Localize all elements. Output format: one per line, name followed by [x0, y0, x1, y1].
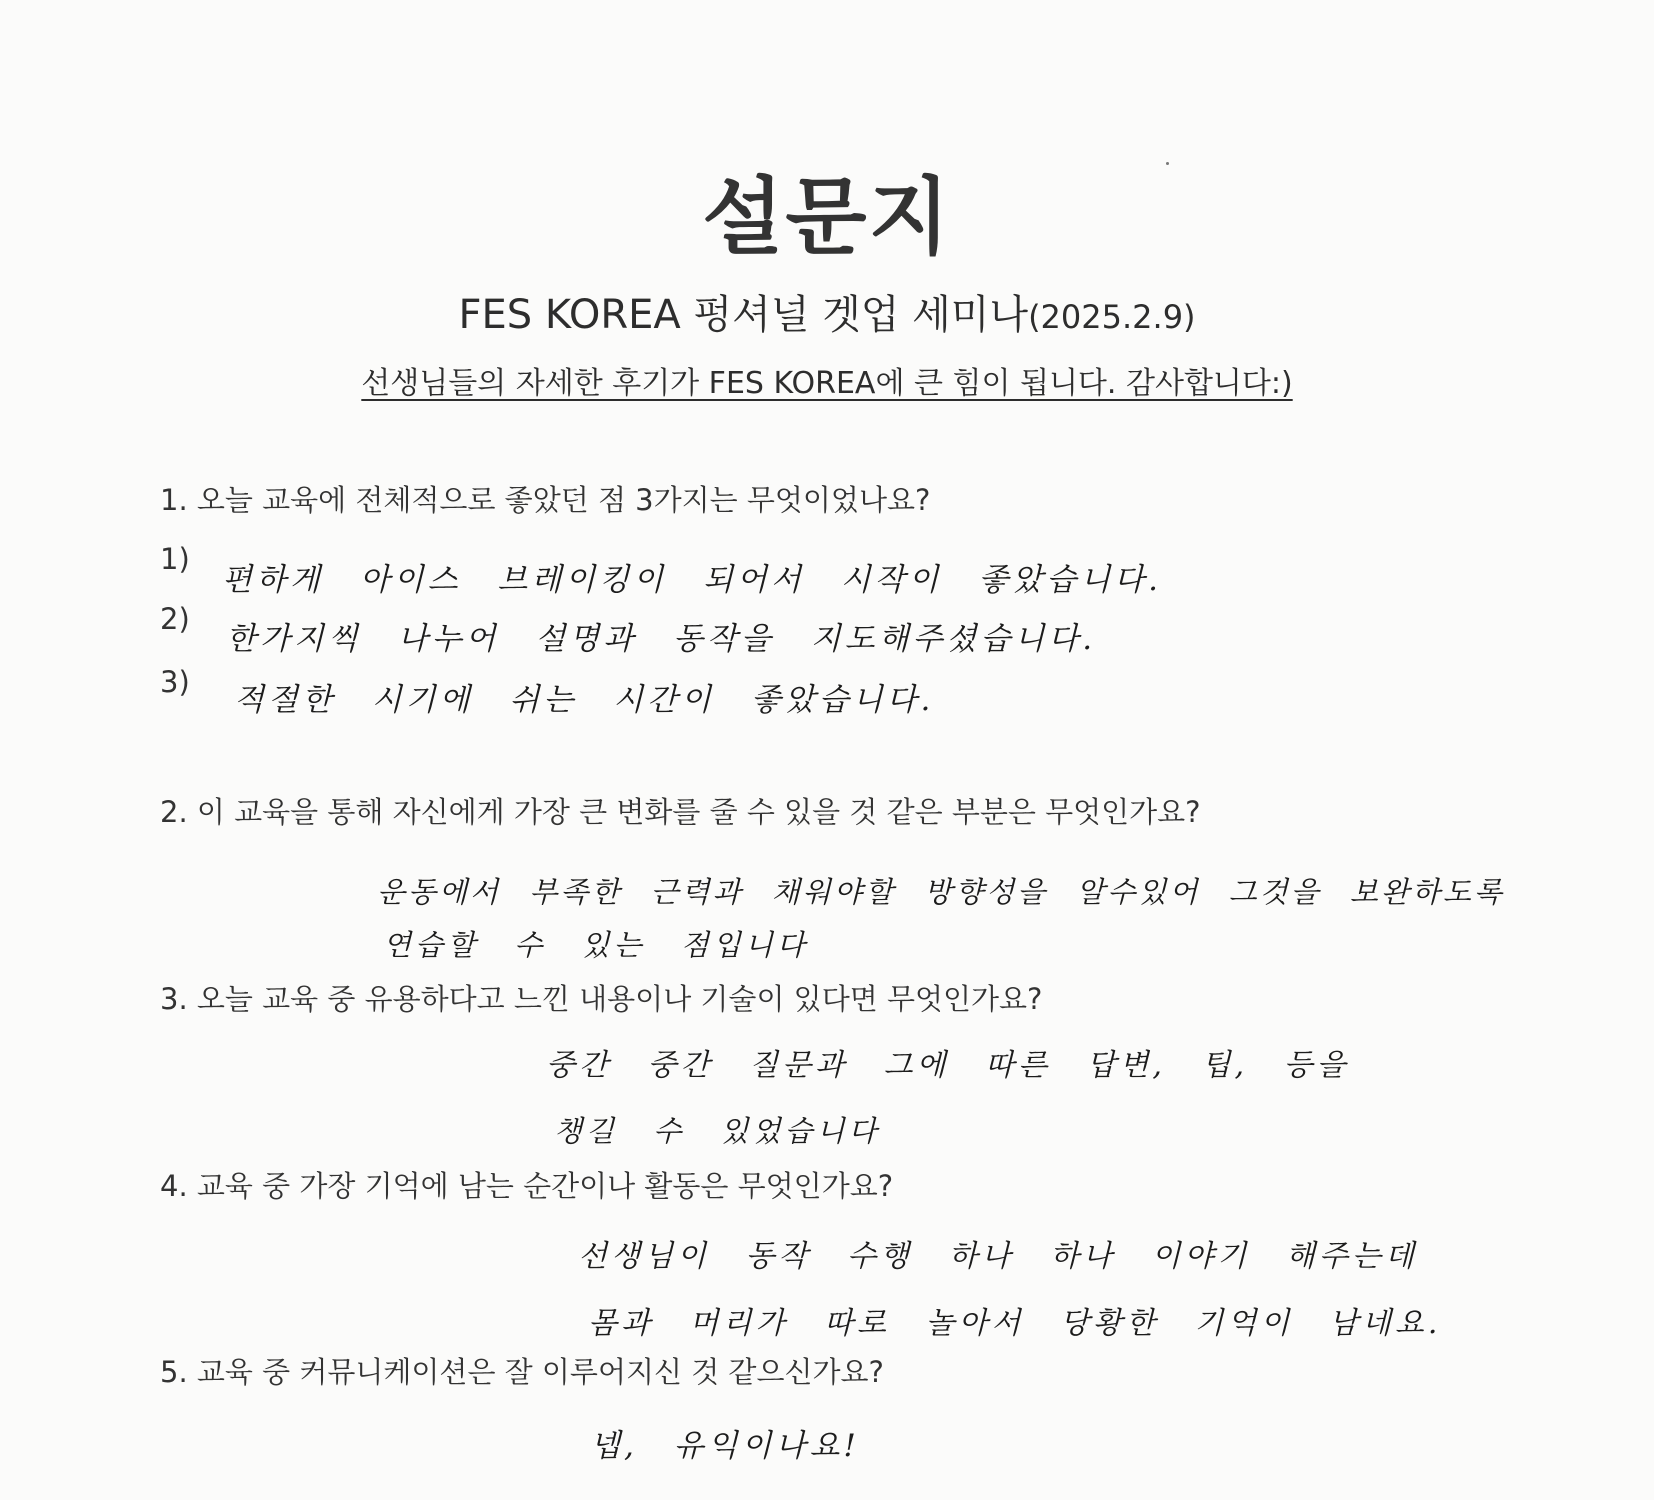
question-5: 5. 교육 중 커뮤니케이션은 잘 이루어지신 것 같으신가요?	[160, 1355, 884, 1389]
seminar-title	[0, 283, 1654, 340]
question-5-answer: 넵, 유익이나요!	[590, 1428, 860, 1464]
answer-2-number: 2)	[160, 602, 190, 636]
question-1: 1. 오늘 교육에 전체적으로 좋았던 점 3가지는 무엇이었나요?	[160, 483, 931, 517]
answer-1-text: 편하게 아이스 브레이킹이 되어서 시작이 좋았습니다.	[222, 562, 1162, 598]
question-2: 2. 이 교육을 통해 자신에게 가장 큰 변화를 줄 수 있을 것 같은 부분은 무엇인가요?	[160, 795, 1201, 829]
answer-2-text: 한가지씩 나누어 설명과 동작을 지도해주셨습니다.	[226, 621, 1097, 657]
question-3-answer-line-1: 중간 중간 질문과 그에 따른 답변, 팁, 등을	[546, 1048, 1350, 1083]
answer-1-number: 1)	[160, 542, 190, 576]
seminar-date: (2025.2.9)	[1028, 298, 1196, 336]
seminar-name: FES KOREA 펑셔널 겟업 세미나	[458, 292, 1029, 338]
page-title: 설문지	[702, 168, 952, 266]
question-4-answer-line-2: 몸과 머리가 따로 놀아서 당황한 기억이 남네요.	[588, 1306, 1442, 1341]
answer-3-number: 3)	[160, 665, 190, 699]
thank-you-note	[0, 358, 1654, 402]
question-2-answer-line-2: 연습할 수 있는 점입니다	[383, 928, 809, 962]
question-3-answer-line-2: 챙길 수 있었습니다	[554, 1114, 881, 1148]
question-2-answer-line-1: 운동에서 부족한 근력과 채워야할 방향성을 알수있어 그것을 보완하도록	[377, 875, 1505, 909]
thank-you-text: 선생님들의 자세한 후기가 FES KOREA에 큰 힘이 됩니다. 감사합니다:)	[361, 366, 1293, 401]
question-4: 4. 교육 중 가장 기억에 남는 순간이나 활동은 무엇인가요?	[160, 1169, 894, 1203]
question-4-answer-line-1: 선생님이 동작 수행 하나 하나 이야기 해주는데	[578, 1239, 1418, 1274]
question-3: 3. 오늘 교육 중 유용하다고 느낀 내용이나 기술이 있다면 무엇인가요?	[160, 982, 1043, 1016]
answer-3-text: 적절한 시기에 쉬는 시간이 좋았습니다.	[234, 682, 935, 718]
